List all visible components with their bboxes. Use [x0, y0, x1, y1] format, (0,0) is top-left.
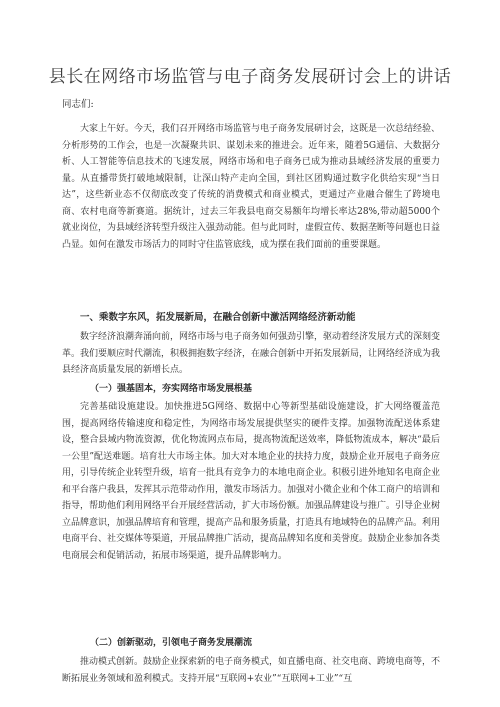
subsection-1-paragraph: 完善基础设施建设。加快推进5G网络、数据中心等新型基础设施建设，扩大网络覆盖范围，提高网络传输速度和稳定性，为网络市场发展提供坚实的硬件支撑。加强物流配送体系建设，整合县域内物流资源，优化物流网点布局，提高物流配送效率，降低物流成本，解决“最后一公里”配送难题。培育壮大市场主体。加大对本地企业的扶持力度，鼓励企业开展电子商务应用，引导传统企业转型升级，培育一批具有竞争力的本地电商企业。积极引进外地知名电商企业和平台落户我县，发挥其示范带动作用，激发市场活力。加强对小微企业和个体工商户的培训和指导，帮助他们利用网络平台开展经营活动，扩大市场份额。加强品牌建设与推广。引导企业树立品牌意识，加强品牌培育和管理，提高产品和服务质量，打造具有地域特色的品牌产品。利用电商平台、社交媒体等渠道，开展品牌推广活动，提高品牌知名度和美誉度。鼓励企业参加各类电商展会和促销活动，拓展市场渠道，提升品牌影响力。 — [62, 402, 441, 561]
section-1-heading: 一、乘数字东风，拓发展新局，在融合创新中激活网络经济新动能 — [80, 312, 356, 323]
salutation: 同志们: — [62, 99, 94, 110]
subsection-1-heading: （一）强基固本，夯实网络市场发展根基 — [90, 384, 253, 394]
subsection-2-paragraph: 推动模式创新。鼓励企业探索新的电子商务模式，如直播电商、社交电商、跨境电商等，不断拓展业务领域和盈利模式。支持开展“互联网+农业”“互联网+工业”“互 — [62, 657, 441, 684]
intro-paragraph: 大家上午好。今天，我们召开网络市场监管与电子商务发展研讨会，这既是一次总结经验、分析形势的工作会，也是一次凝聚共识、谋划未来的推进会。近年来，随着5G通信、大数据分析、人工智能等信息技术的飞速发展，网络市场和电子商务已成为推动县域经济发展的重要力量。从直播带货打破地域限制，让深山特产走向全国，到社区团购通过数字化供给实现“当日达”，这些新业态不仅彻底改变了传统的消费模式和商业模式，更通过产业融合催生了跨境电商、农村电商等新赛道。据统计，过去三年我县电商交易额年均增长率达28%,带动超5000个就业岗位，为县域经济转型升级注入强劲动能。但与此同时，虚假宣传、数据垄断等问题也日益凸显。如何在激发市场活力的同时守住监管底线，成为摆在我们面前的重要课题。 — [62, 124, 441, 250]
subsection-2-heading: （二）创新驱动，引领电子商务发展潮流 — [90, 638, 253, 648]
document-title: 县长在网络市场监管与电子商务发展研讨会上的讲话 — [48, 67, 452, 87]
section-1-paragraph: 数字经济浪潮奔涌向前，网络市场与电子商务如何强劲引擎，驱动着经济发展方式的深刻变革。我们要顺应时代潮流，积极拥抱数字经济，在融合创新中开拓发展新局，让网络经济成为我县经济高质量发展的新增长点。 — [62, 332, 441, 375]
